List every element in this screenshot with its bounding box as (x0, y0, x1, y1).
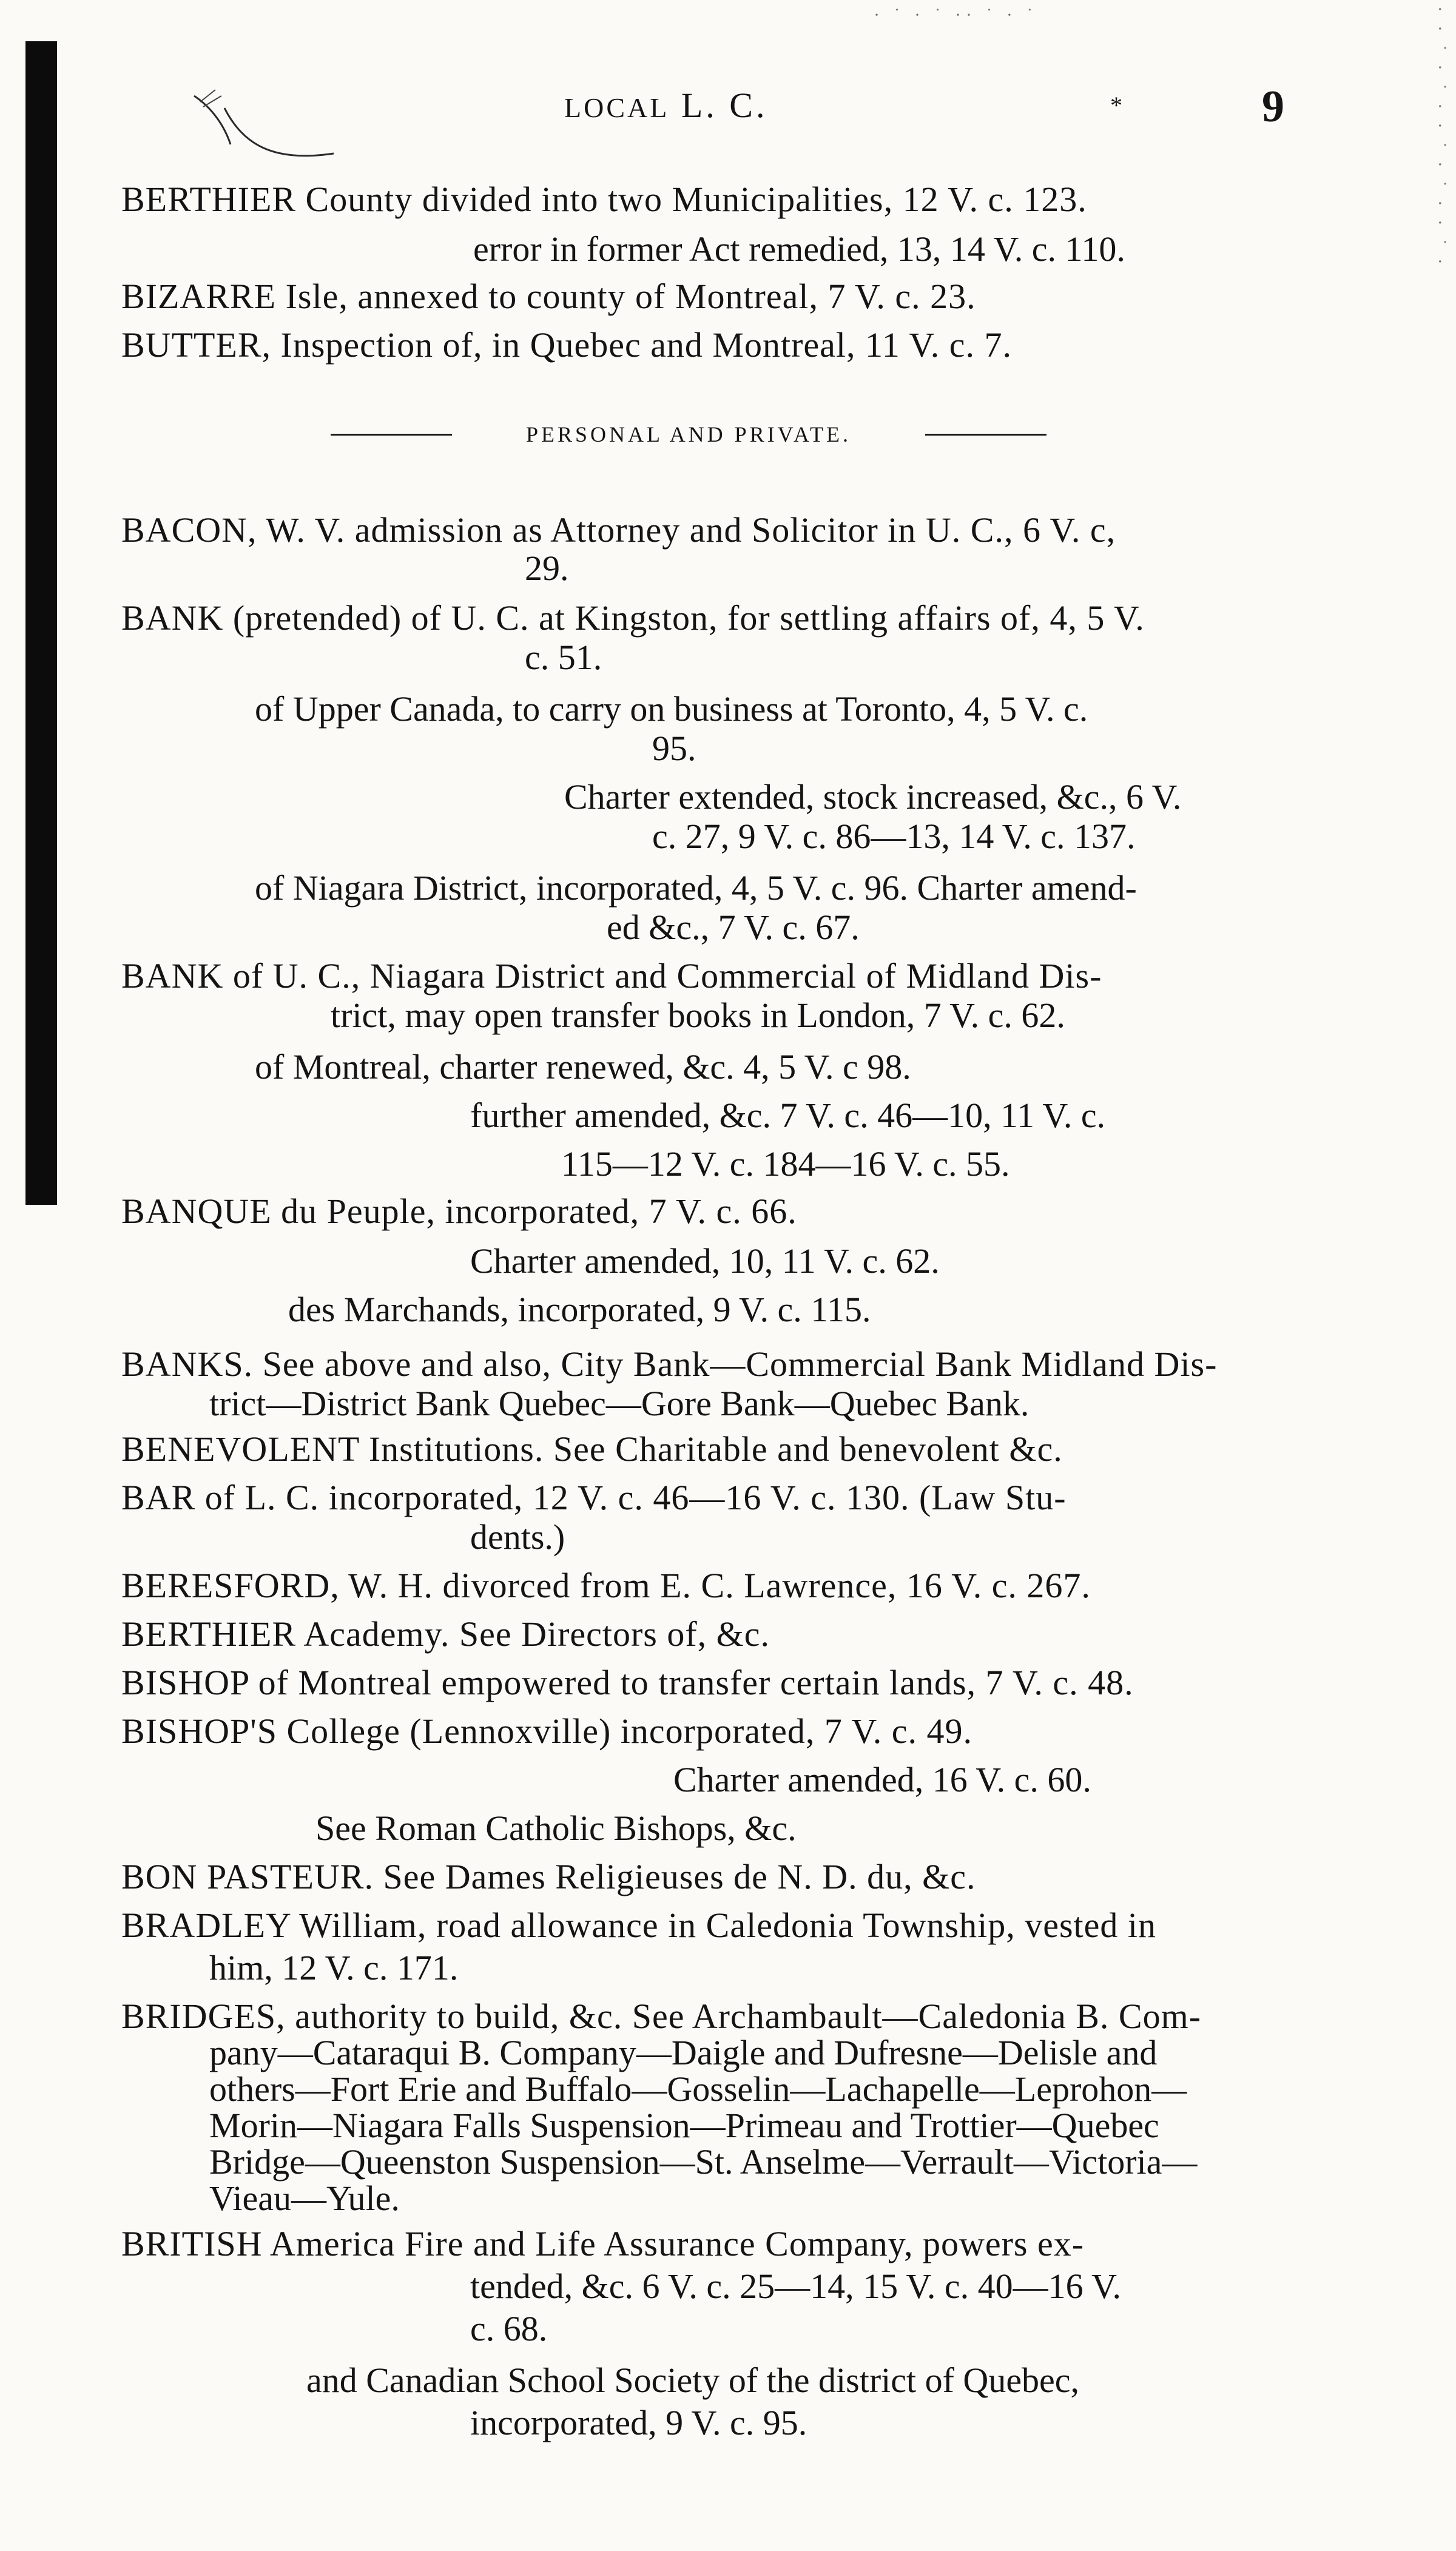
running-head-small: LOCAL (564, 92, 670, 123)
page-number: 9 (1262, 82, 1284, 132)
entry-line: BRIDGES, authority to build, &c. See Archambault—Caledonia B. Com- (121, 1997, 1202, 2036)
entry-line: BRITISH America Fire and Life Assurance Company, powers ex- (121, 2224, 1085, 2263)
entry-line: error in former Act remedied, 13, 14 V. c. 110. (473, 229, 1125, 269)
entry-line: BISHOP'S College (Lennoxville) incorporated, 7 V. c. 49. (121, 1711, 972, 1751)
running-head (564, 85, 767, 126)
entry-line: Bridge—Queenston Suspension—St. Anselme—Verrault—Victoria— (209, 2142, 1198, 2182)
entry-line: Charter amended, 10, 11 V. c. 62. (470, 1241, 940, 1281)
entry-line: of Upper Canada, to carry on business at Toronto, 4, 5 V. c. (255, 689, 1088, 729)
page-header (0, 78, 1456, 132)
divider-rule-right (925, 434, 1046, 436)
entry-line: See Roman Catholic Bishops, &c. (315, 1808, 797, 1848)
entry-line: Vieau—Yule. (209, 2179, 400, 2218)
section-heading: PERSONAL AND PRIVATE. (525, 422, 852, 447)
entry-line: Charter amended, 16 V. c. 60. (673, 1760, 1091, 1799)
entry-line: BANK (pretended) of U. C. at Kingston, for settling affairs of, 4, 5 V. (121, 598, 1145, 638)
entry-line: 29. (525, 548, 569, 588)
section-divider (331, 422, 1046, 446)
entry-line: BRADLEY William, road allowance in Caledonia Township, vested in (121, 1906, 1157, 1945)
entry-line: BERESFORD, W. H. divorced from E. C. Lawrence, 16 V. c. 267. (121, 1566, 1091, 1605)
entry-line: 115—12 V. c. 184—16 V. c. 55. (561, 1144, 1010, 1184)
entry-line: BON PASTEUR. See Dames Religieuses de N. D. du, &c. (121, 1857, 976, 1896)
entry-line: of Niagara District, incorporated, 4, 5 V. c. 96. Charter amend- (255, 868, 1137, 908)
entry-line: Charter extended, stock increased, &c., 6 V. (564, 777, 1182, 817)
entry-line: tended, &c. 6 V. c. 25—14, 15 V. c. 40—16 V. (470, 2266, 1122, 2306)
entry-line: BACON, W. V. admission as Attorney and Solicitor in U. C., 6 V. c, (121, 510, 1116, 550)
entry-line: BENEVOLENT Institutions. See Charitable and benevolent &c. (121, 1429, 1063, 1469)
entry-line: ed &c., 7 V. c. 67. (607, 908, 860, 947)
entry-line: 95. (652, 729, 696, 768)
entry-line: BIZARRE Isle, annexed to county of Montreal, 7 V. c. 23. (121, 277, 976, 316)
entry-line: BANKS. See above and also, City Bank—Commercial Bank Midland Dis- (121, 1344, 1218, 1384)
header-star: * (1110, 92, 1122, 119)
running-head-large: L. C. (681, 86, 768, 125)
entry-line: Morin—Niagara Falls Suspension—Primeau and Trottier—Quebec (209, 2106, 1159, 2145)
entry-line: BERTHIER Academy. See Directors of, &c. (121, 1614, 770, 1654)
entry-line: trict—District Bank Quebec—Gore Bank—Quebec Bank. (209, 1384, 1030, 1423)
binding-edge (25, 41, 57, 1205)
entry-line: c. 68. (470, 2309, 548, 2348)
entry-line: him, 12 V. c. 171. (209, 1948, 459, 1987)
entry-line: further amended, &c. 7 V. c. 46—10, 11 V. c. (470, 1096, 1106, 1135)
entry-line: BERTHIER County divided into two Municipalities, 12 V. c. 123. (121, 180, 1087, 219)
entry-line: trict, may open transfer books in London, 7 V. c. 62. (331, 996, 1065, 1035)
entry-line: BAR of L. C. incorporated, 12 V. c. 46—16 V. c. 130. (Law Stu- (121, 1478, 1067, 1517)
entry-line: others—Fort Erie and Buffalo—Gosselin—Lachapelle—Leprohon— (209, 2069, 1187, 2109)
divider-rule-left (331, 434, 452, 436)
entry-line: c. 51. (525, 638, 602, 677)
entry-line: and Canadian School Society of the district of Quebec, (306, 2361, 1080, 2400)
entry-line: c. 27, 9 V. c. 86—13, 14 V. c. 137. (652, 817, 1136, 856)
entry-line: incorporated, 9 V. c. 95. (470, 2403, 807, 2442)
entry-line: pany—Cataraqui B. Company—Daigle and Dufresne—Delisle and (209, 2033, 1158, 2072)
paper-speckles-edge: ··˙·˙··˙·˙··˙· (1430, 6, 1450, 278)
entry-line: dents.) (470, 1517, 565, 1557)
entry-line: BANK of U. C., Niagara District and Commercial of Midland Dis- (121, 956, 1102, 996)
entry-line: BUTTER, Inspection of, in Quebec and Montreal, 11 V. c. 7. (121, 325, 1012, 365)
entry-line: BISHOP of Montreal empowered to transfer certain lands, 7 V. c. 48. (121, 1663, 1134, 1702)
entry-line: des Marchands, incorporated, 9 V. c. 115. (288, 1290, 871, 1329)
entry-line: of Montreal, charter renewed, &c. 4, 5 V. c 98. (255, 1047, 911, 1087)
entry-line: BANQUE du Peuple, incorporated, 7 V. c. 66. (121, 1191, 797, 1231)
paper-speckles: · ˙ · ˙ ·· ˙ · ˙ (874, 5, 1038, 25)
